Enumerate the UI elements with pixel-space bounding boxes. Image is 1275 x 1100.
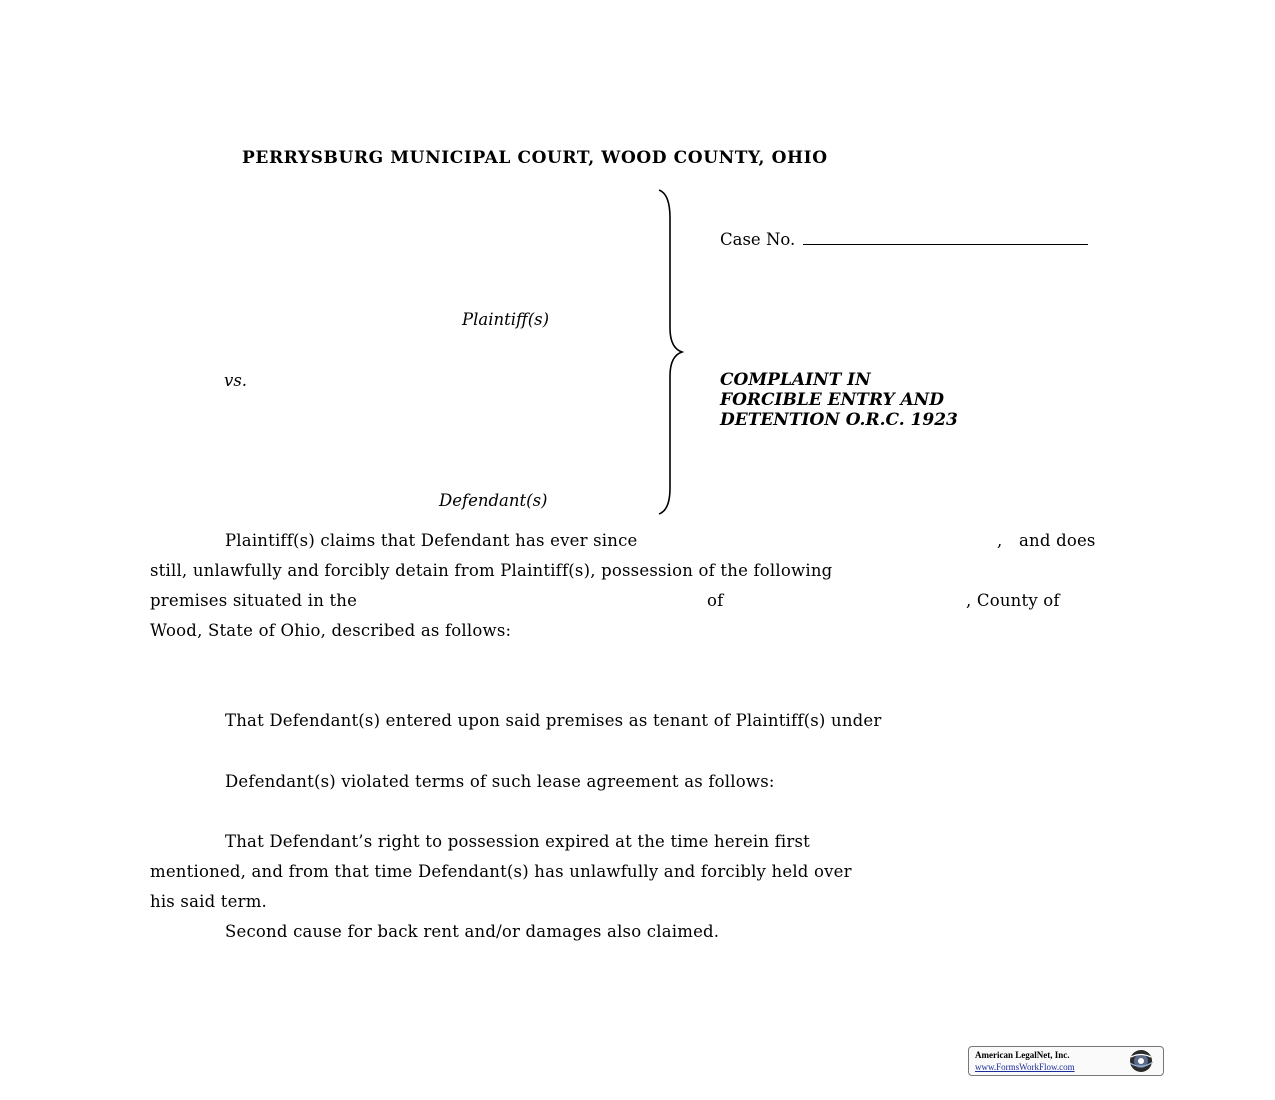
complaint-title-line: COMPLAINT IN: [720, 370, 871, 390]
para1-line2: still, unlawfully and forcibly detain from Plaintiff(s), possession of the following: [150, 561, 833, 580]
defendant-label: Defendant(s): [439, 491, 548, 510]
para1-line3-of: of: [707, 591, 724, 610]
vs-label: vs.: [224, 371, 248, 390]
para1-line4: Wood, State of Ohio, described as follows:: [150, 621, 512, 640]
case-number-field: [720, 230, 1088, 249]
para5: Second cause for back rent and/or damages also claimed.: [225, 922, 720, 941]
court-title: PERRYSBURG MUNICIPAL COURT, WOOD COUNTY, OHIO: [242, 148, 828, 168]
globe-logo-icon: [1123, 1048, 1159, 1074]
complaint-title: [720, 370, 958, 430]
para3: Defendant(s) violated terms of such lease agreement as follows:: [225, 772, 775, 791]
footer-logo[interactable]: [968, 1046, 1164, 1076]
para4-line1: That Defendant’s right to possession expired at the time herein first: [225, 832, 810, 851]
caption-brace-icon: [655, 188, 685, 516]
logo-company-name: American LegalNet, Inc.: [975, 1050, 1070, 1060]
para1-line1-start: Plaintiff(s) claims that Defendant has ever since: [225, 531, 638, 550]
para1-line3-start: premises situated in the: [150, 591, 358, 610]
plaintiff-label: Plaintiff(s): [462, 310, 550, 329]
complaint-title-line: FORCIBLE ENTRY AND: [720, 390, 944, 410]
case-number-blank: [803, 230, 1088, 245]
complaint-title-line: DETENTION O.R.C. 1923: [720, 410, 958, 430]
para1-line3-end: , County of: [966, 591, 1060, 610]
case-number-label: Case No.: [720, 230, 796, 249]
para4-line2: mentioned, and from that time Defendant(s) has unlawfully and forcibly held over: [150, 862, 852, 881]
logo-url-link[interactable]: www.FormsWorkFlow.com: [975, 1062, 1075, 1072]
para1-line1-comma: ,: [997, 531, 1003, 550]
para4-line3: his said term.: [150, 892, 267, 911]
para2: That Defendant(s) entered upon said premises as tenant of Plaintiff(s) under: [225, 711, 882, 730]
para1-line1-end: and does: [1019, 531, 1096, 550]
